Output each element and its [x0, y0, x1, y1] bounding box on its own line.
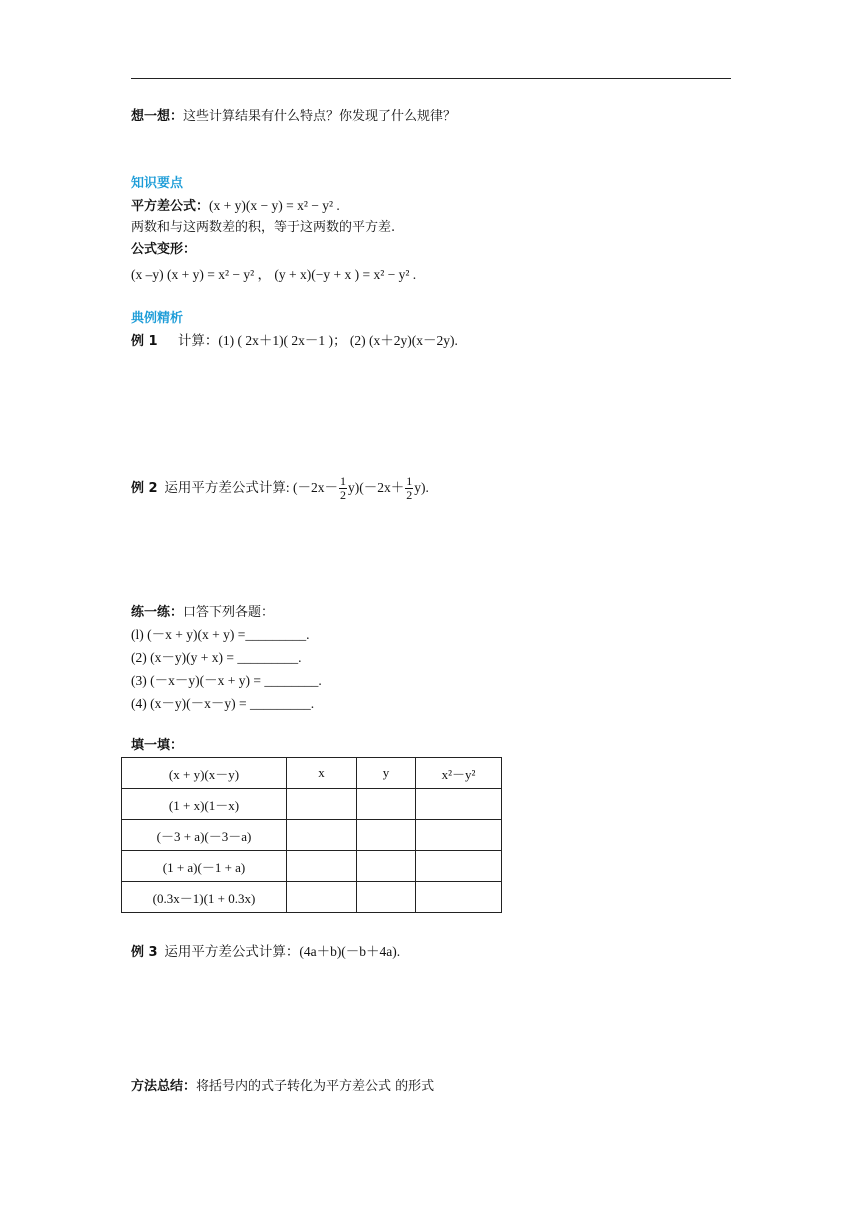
blank-cell[interactable] — [287, 882, 357, 913]
table-row — [122, 882, 502, 913]
blank-cell[interactable] — [287, 820, 357, 851]
blank-cell[interactable] — [416, 882, 502, 913]
table-header-row — [122, 758, 502, 789]
variant-text: (x –y) (x + y) = x² − y² ， (y + x)(−y + x ) = x² − y² . — [131, 267, 417, 282]
fill-table — [121, 757, 502, 913]
example-3-label: 例 3 — [131, 945, 158, 960]
practice-label: 练一练： — [131, 605, 184, 620]
expression-cell: (1 + x)(1－x) — [122, 789, 287, 820]
blank-cell[interactable] — [416, 820, 502, 851]
example-2 — [131, 471, 429, 506]
example-2-label: 例 2 — [131, 481, 158, 496]
example-3-text: 运用平方差公式计算：(4a＋b)(－b＋4a). — [164, 944, 401, 959]
example-2-prefix: 运用平方差公式计算: (－2x－ — [164, 480, 338, 495]
header-cell: (x + y)(x－y) — [122, 758, 287, 789]
blank-cell[interactable] — [416, 789, 502, 820]
example-2-mid: y)(－2x＋ — [347, 480, 405, 495]
header-cell: y — [357, 758, 416, 789]
variant-label: 公式变形： — [131, 242, 197, 257]
table-row — [122, 789, 502, 820]
example-3 — [131, 943, 400, 962]
practice-title-line — [131, 603, 274, 622]
blank-cell[interactable] — [357, 882, 416, 913]
summary-text: 将括号内的式子转化为平方差公式 的形式 — [196, 1079, 435, 1094]
fraction-half-2: $\frac{1}{2}$ — [406, 474, 413, 503]
blank-cell[interactable] — [357, 789, 416, 820]
knowledge-heading: 知识要点 — [131, 176, 184, 191]
blank-cell[interactable] — [416, 851, 502, 882]
fraction-half-1: $\frac{1}{2}$ — [339, 474, 346, 503]
blank-cell[interactable] — [287, 789, 357, 820]
practice-item: (l) (－x + y)(x + y) =_________. — [131, 627, 310, 642]
summary-label: 方法总结： — [131, 1079, 197, 1094]
formula-line — [131, 197, 340, 216]
blank-cell[interactable] — [357, 820, 416, 851]
blank-cell[interactable] — [357, 851, 416, 882]
examples-heading: 典例精析 — [131, 311, 184, 326]
example-1-text: 计算：(1) ( 2x＋1)( 2x－1 )； (2) (x＋2y)(x－2y). — [177, 333, 458, 348]
practice-item: (3) (－x－y)(－x + y) = ________. — [131, 673, 322, 688]
expression-cell: (1 + a)(－1 + a) — [122, 851, 287, 882]
formula-label: 平方差公式： — [131, 199, 210, 214]
summary-line — [131, 1077, 434, 1096]
practice-item: (4) (x－y)(－x－y) = _________. — [131, 696, 315, 711]
example-1-label: 例 1 — [131, 334, 158, 349]
expression-cell: (－3 + a)(－3－a) — [122, 820, 287, 851]
think-line — [131, 107, 456, 126]
think-label: 想一想： — [131, 109, 184, 124]
top-rule — [131, 78, 731, 79]
formula-text: (x + y)(x − y) = x² − y² . — [209, 198, 340, 213]
think-text: 这些计算结果有什么特点？你发现了什么规律？ — [183, 109, 457, 124]
formula-statement: 两数和与这两数差的积，等于这两数的平方差. — [131, 220, 396, 235]
header-cell: x²－y² — [416, 758, 502, 789]
table-row — [122, 820, 502, 851]
header-cell: x — [287, 758, 357, 789]
expression-cell: (0.3x－1)(1 + 0.3x) — [122, 882, 287, 913]
table-row — [122, 851, 502, 882]
practice-item: (2) (x－y)(y + x) = _________. — [131, 650, 302, 665]
fill-label: 填一填： — [131, 738, 184, 753]
example-2-suffix: y). — [414, 480, 429, 495]
blank-cell[interactable] — [287, 851, 357, 882]
practice-title: 口答下列各题： — [183, 605, 275, 620]
example-1 — [131, 332, 458, 351]
